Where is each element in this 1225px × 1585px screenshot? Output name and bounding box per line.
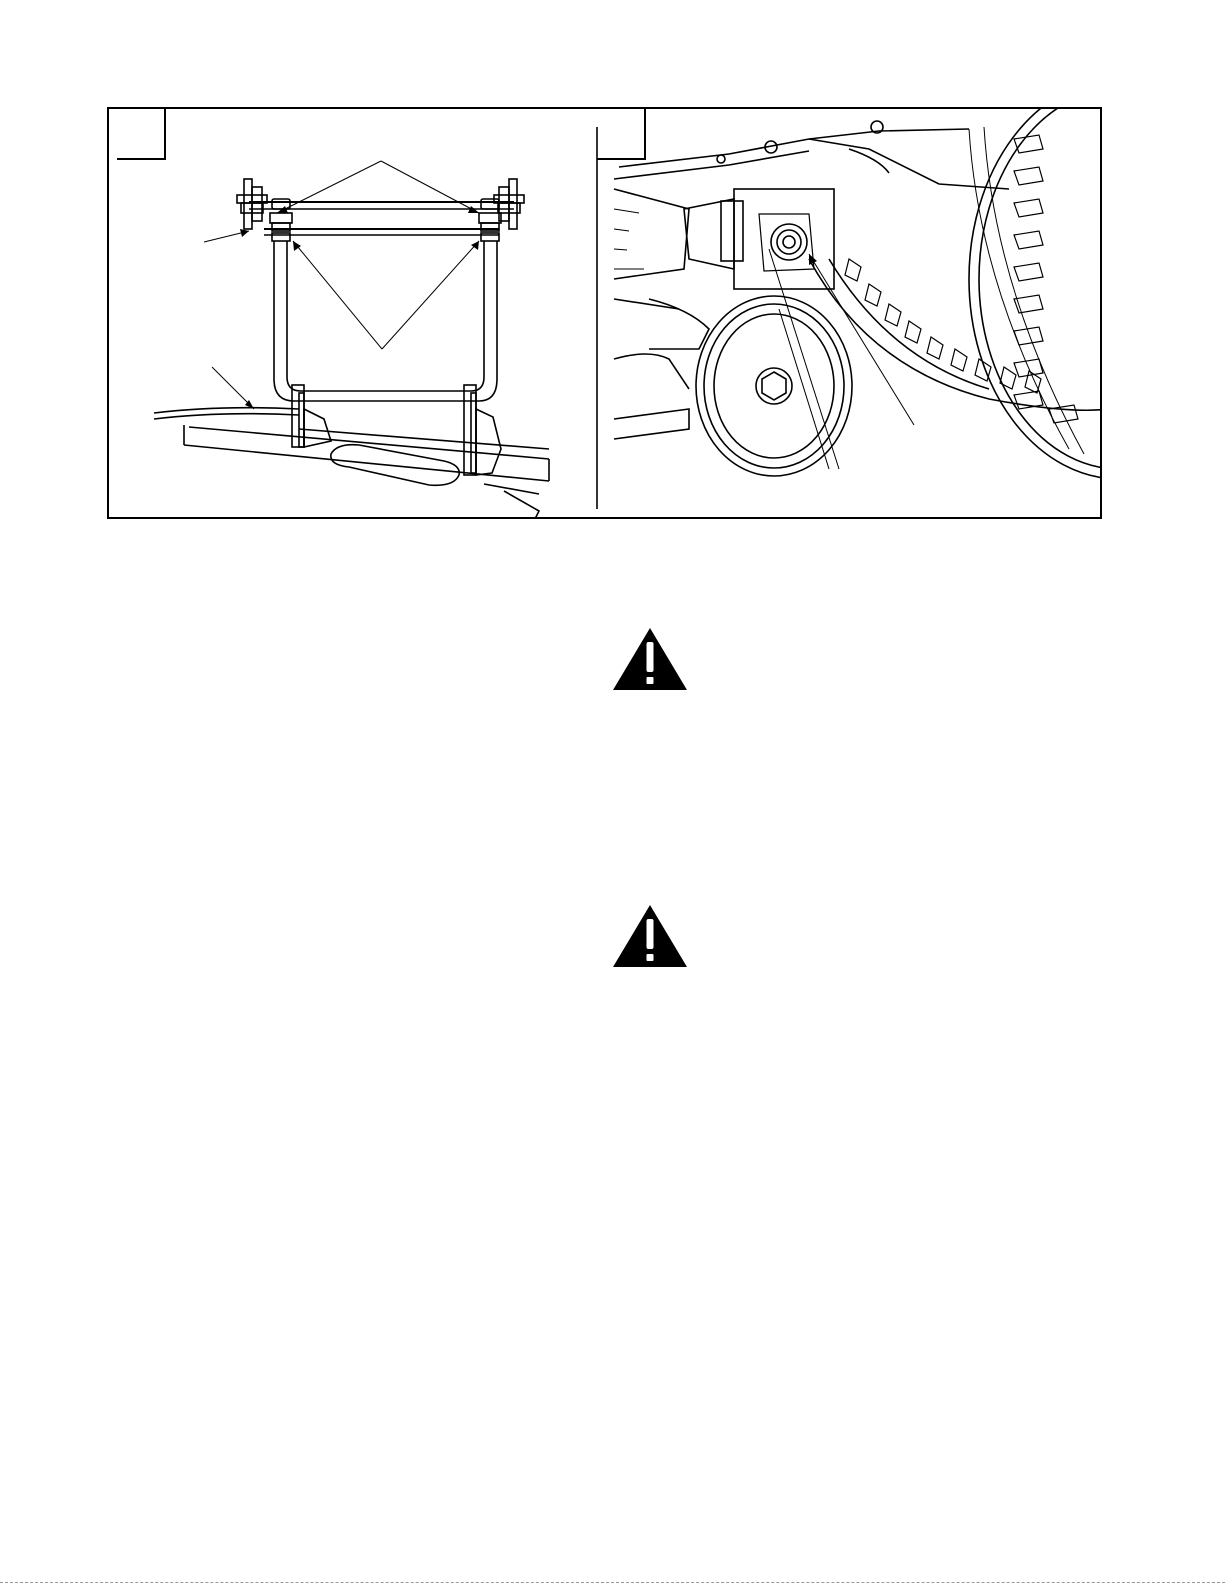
right-figure-tab: [597, 109, 645, 159]
left-figure-leaders: [204, 161, 479, 409]
left-figure-bracket-drawing: [117, 109, 549, 519]
right-figure-wheel-drawing: [597, 109, 1102, 479]
gauge-wheel-drawing: [696, 296, 852, 476]
warning-triangle-icon: [611, 626, 689, 692]
figure-frame: [107, 107, 1102, 519]
rear-tire-drawing: [809, 109, 1102, 479]
page-bottom-rule: [0, 1582, 1225, 1583]
left-figure-tab: [117, 109, 165, 159]
right-figure-leaders: [769, 249, 914, 469]
warning-triangle-icon: [611, 903, 689, 969]
figure-drawings: [109, 109, 1102, 519]
left-figure-arrowheads: [240, 206, 479, 409]
